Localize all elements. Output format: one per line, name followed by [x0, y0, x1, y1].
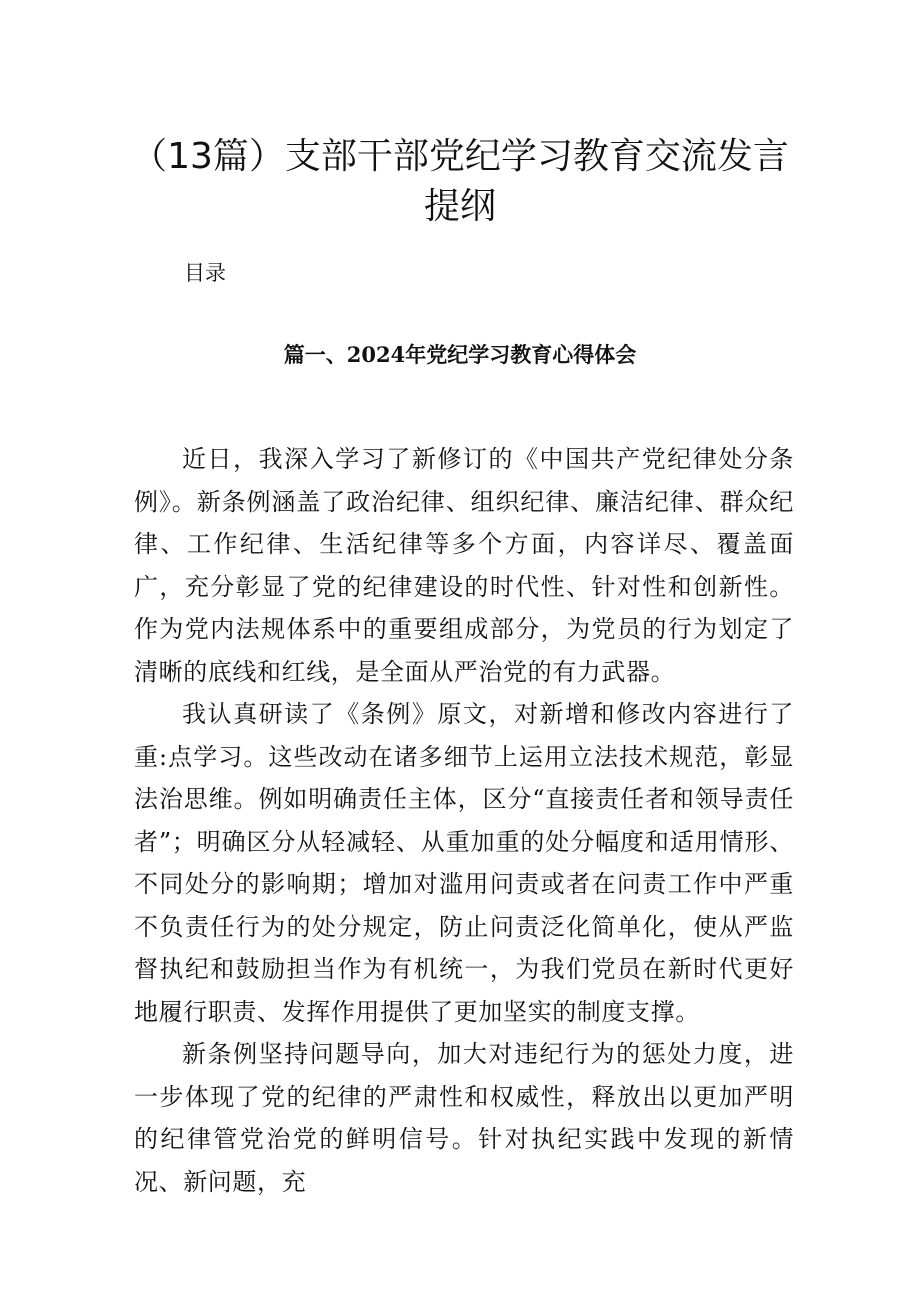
- table-of-contents-label: 目录: [184, 261, 226, 285]
- paragraph: 近日，我深入学习了新修订的《中国共产党纪律处分条例》。新条例涵盖了政治纪律、组织纪律、廉洁纪律、群众纪律、工作纪律、生活纪律等多个方面，内容详尽、覆盖面广，充分彰显了党的纪律建设的时代性、针对性和创新性。作为党内法规体系中的重要组成部分，为党员的行为划定了清晰的底线和红线，是全面从严治党的有力武器。: [134, 445, 794, 686]
- paragraph: 我认真研读了《条例》原文，对新增和修改内容进行了重:点学习。这些改动在诸多细节上运用立法技术规范，彰显法治思维。例如明确责任主体，区分“直接责任者和领导责任者”；明确区分从轻减轻、从重加重的处分幅度和适用情形、不同处分的影响期；增加对滥用问责或者在问责工作中严重不负责任行为的处分规定，防止问责泛化简单化，使从严监督执纪和鼓励担当作为有机统一，为我们党员在新时代更好地履行职责、发挥作用提供了更加坚实的制度支撑。: [134, 700, 794, 1026]
- section-heading: 篇一、2024年党纪学习教育心得体会: [283, 342, 637, 367]
- document-title: （13篇）支部干部党纪学习教育交流发言提纲: [131, 136, 789, 227]
- body-text: [134, 438, 794, 1203]
- paragraph: 新条例坚持问题导向，加大对违纪行为的惩处力度，进一步体现了党的纪律的严肃性和权威性，释放出以更加严明的纪律管党治党的鲜明信号。针对执纪实践中发现的新情况、新问题，充: [134, 1040, 794, 1196]
